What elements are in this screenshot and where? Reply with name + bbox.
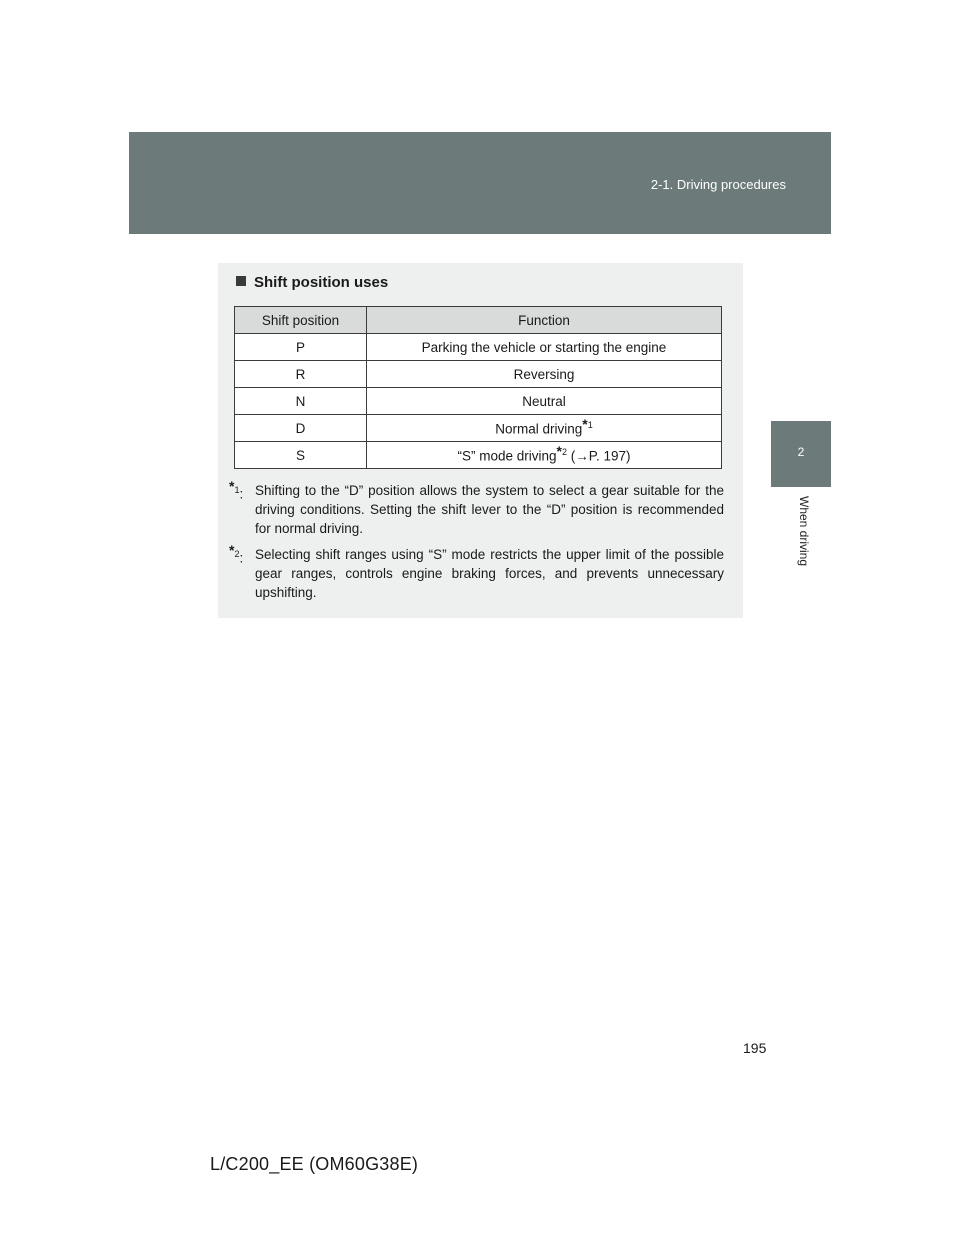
heading-text: Shift position uses <box>254 274 389 291</box>
function-cell <box>367 334 722 361</box>
column-header: Shift position <box>235 307 367 334</box>
page-number: 195 <box>743 1040 767 1056</box>
footnote-marker: *$^2$: <box>229 542 244 566</box>
footnote-text: Selecting shift ranges using “S” mode restricts the upper limit of the possible gear ranges, controls engine braking forces, and prevents unnecessary upshifting. <box>255 547 724 600</box>
position-cell: N <box>235 388 367 415</box>
footnote-star: * <box>229 478 235 494</box>
footnote-ref: 2 <box>561 446 567 457</box>
footnote-text: Shifting to the “D” position allows the system to select a gear suitable for the driving conditions. Setting the shift lever to the “D” position is recommended for normal driving. <box>255 483 724 536</box>
position-cell: P <box>235 334 367 361</box>
info-panel <box>218 263 743 618</box>
function-text: Parking the vehicle or starting the engine <box>421 339 667 355</box>
function-text: “S” mode driving <box>457 448 557 464</box>
document-code: L/C200_EE (OM60G38E) <box>210 1154 419 1174</box>
footnote <box>229 542 724 602</box>
chapter-number: 2 <box>797 445 805 459</box>
table-row <box>235 415 722 442</box>
table-row <box>235 334 722 361</box>
position-cell: R <box>235 361 367 388</box>
shift-position-table <box>234 306 722 469</box>
function-cell <box>367 388 722 415</box>
footnote-ref: 1 <box>587 419 593 430</box>
function-text: Reversing <box>513 366 575 382</box>
function-text: Normal driving <box>495 421 583 437</box>
position-cell: S <box>235 442 367 469</box>
page-reference: (→P. 197) <box>566 448 631 464</box>
column-header: Function <box>367 307 722 334</box>
table-row <box>235 442 722 469</box>
square-bullet-icon <box>236 276 246 286</box>
footnote <box>229 478 724 538</box>
footnote-number: 2 <box>234 549 240 559</box>
section-title: 2-1. Driving procedures <box>650 177 786 192</box>
footnote-star: * <box>556 442 562 459</box>
footnote-star: * <box>229 542 235 558</box>
position-cell: D <box>235 415 367 442</box>
chapter-label: When driving <box>797 496 811 567</box>
footnote-marker: *$^1$: <box>229 478 244 502</box>
table-row <box>235 361 722 388</box>
function-text: Neutral <box>522 393 566 409</box>
footnote-star: * <box>582 415 588 432</box>
footnote-number: 1 <box>234 485 240 495</box>
function-cell <box>367 442 722 469</box>
table-header-row <box>235 307 722 334</box>
header-band <box>129 132 831 234</box>
function-cell <box>367 361 722 388</box>
section-heading <box>236 274 388 291</box>
chapter-tab <box>771 421 831 487</box>
function-cell <box>367 415 722 442</box>
table-row <box>235 388 722 415</box>
